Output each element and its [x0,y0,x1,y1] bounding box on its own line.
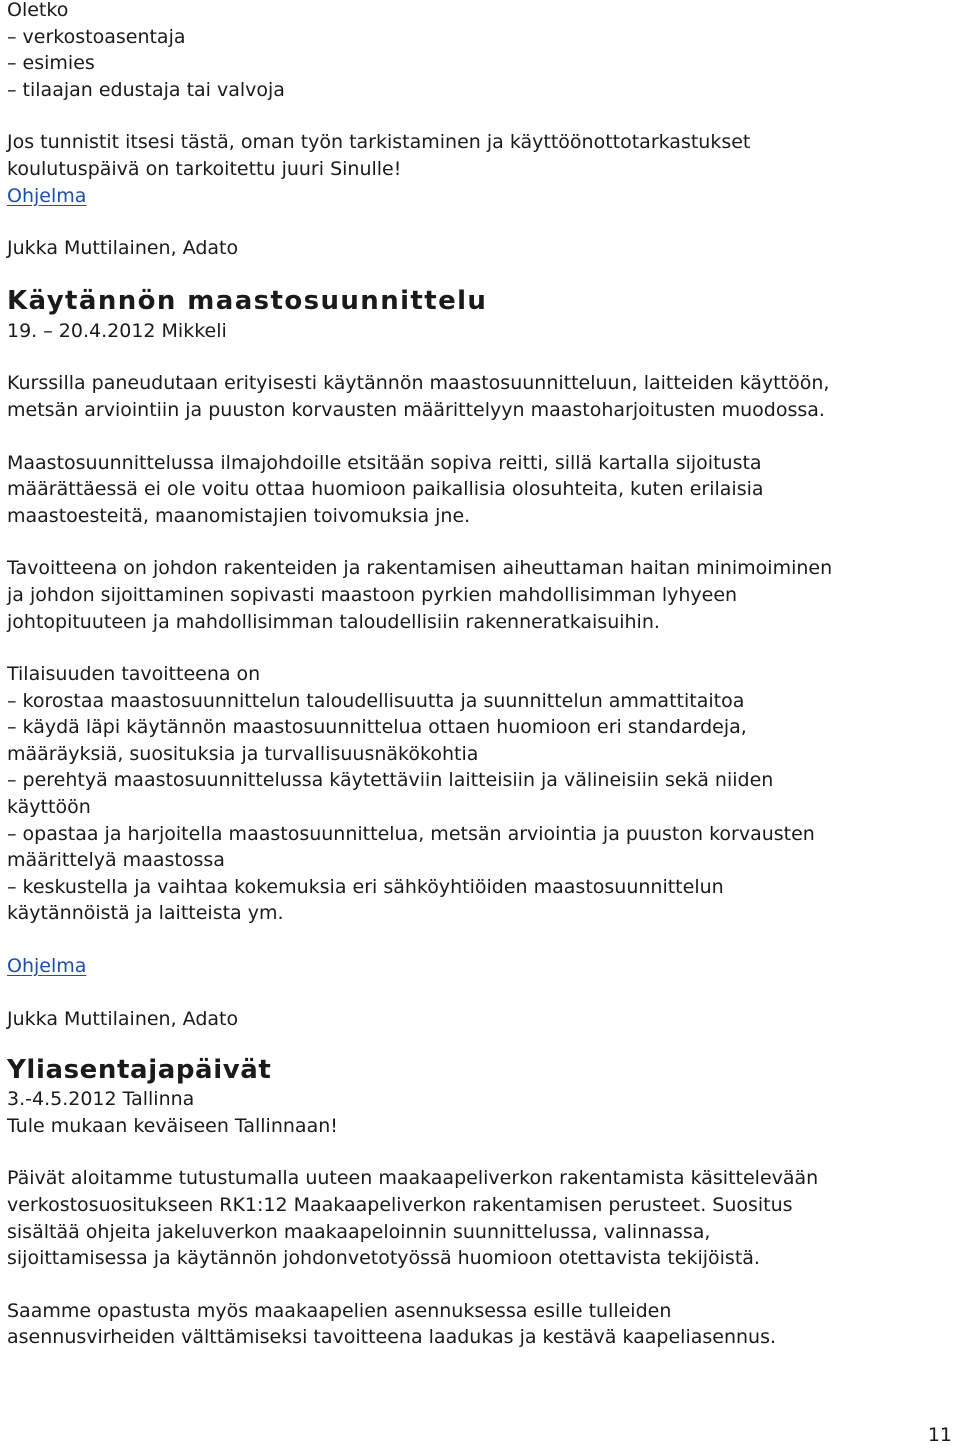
days-paragraph-line: sijoittamisessa ja käytännön johdonvetotyössä huomioon otettavista tekijöistä. [7,1247,760,1270]
page-number: 11 [927,1424,952,1447]
intro-question: Oletko [7,0,69,21]
role-item: – verkostoasentaja [7,25,186,48]
days-paragraph-line: Saamme opastusta myös maakaapelien asennuksessa esille tulleiden [7,1299,672,1322]
course-paragraph-line: metsän arviointiin ja puuston korvausten määrittelyyn maastoharjoitusten muodossa. [7,398,825,421]
course-paragraph-line: ja johdon sijoittaminen sopivasti maastoon pyrkien mahdollisimman lyhyeen [7,583,738,606]
goal-item: – korostaa maastosuunnittelun taloudellisuutta ja suunnittelun ammattitaitoa [7,689,745,712]
course-paragraph-line: Maastosuunnittelussa ilmajohdoille etsitään sopiva reitti, sillä kartalla sijoitusta [7,451,762,474]
document-page [7,0,957,1351]
days-paragraph-line: Päivät aloitamme tutustumalla uuteen maakaapeliverkon rakentamista käsittelevään [7,1167,819,1190]
goal-item: – opastaa ja harjoitella maastosuunnittelua, metsän arviointia ja puuston korvausten [7,822,815,845]
days-paragraph-line: sisältää ohjeita jakeluverkon maakaapeloinnin suunnittelussa, valinnassa, [7,1220,711,1243]
program-link[interactable]: Ohjelma [7,184,87,207]
goal-item: määrittelyä maastossa [7,849,225,872]
role-item: – tilaajan edustaja tai valvoja [7,78,285,101]
intro-text-line: koulutuspäivä on tarkoitettu juuri Sinulle! [7,157,402,180]
course-date-place: 19. – 20.4.2012 Mikkeli [7,319,227,342]
goal-item: – keskustella ja vaihtaa kokemuksia eri sähköyhtiöiden maastosuunnittelun [7,875,724,898]
days-title: Yliasentajapäivät [7,1055,272,1086]
course-paragraph-line: maastoesteitä, maanomistajien toivomuksia jne. [7,504,471,527]
goals-title: Tilaisuuden tavoitteena on [7,663,261,686]
days-date-place: 3.-4.5.2012 Tallinna [7,1088,195,1111]
goal-item: käyttöön [7,796,91,819]
contact-person: Jukka Muttilainen, Adato [7,237,239,260]
goal-item: – perehtyä maastosuunnittelussa käytettäviin laitteisiin ja välineisiin sekä niiden [7,769,774,792]
intro-text-line: Jos tunnistit itsesi tästä, oman työn tarkistaminen ja käyttöönottotarkastukset [7,131,751,154]
days-paragraph-line: verkostosuositukseen RK1:12 Maakaapeliverkon rakentamisen perusteet. Suositus [7,1194,793,1216]
contact-person: Jukka Muttilainen, Adato [7,1007,239,1030]
role-item: – esimies [7,52,95,75]
course-paragraph-line: johtopituuteen ja mahdollisimman taloudellisiin rakenneratkaisuihin. [7,610,660,633]
course-paragraph-line: Kurssilla paneudutaan erityisesti käytännön maastosuunnitteluun, laitteiden käyttöön, [7,372,830,395]
course-paragraph-line: Tavoitteena on johdon rakenteiden ja rakentamisen aiheuttaman haitan minimoiminen [7,557,833,580]
goal-item: määräyksiä, suosituksia ja turvallisuusnäkökohtia [7,742,479,765]
program-link[interactable]: Ohjelma [7,955,87,978]
days-paragraph-line: asennusvirheiden välttämiseksi tavoitteena laadukas ja kestävä kaapeliasennus. [7,1326,777,1349]
course-title: Käytännön maastosuunnittelu [7,285,488,316]
goal-item: – käydä läpi käytännön maastosuunnittelua ottaen huomioon eri standardeja, [7,716,747,739]
days-tagline: Tule mukaan keväiseen Tallinnaan! [7,1114,338,1137]
course-paragraph-line: määrättäessä ei ole voitu ottaa huomioon paikallisia olosuhteita, kuten erilaisia [7,478,764,501]
goal-item: käytännöistä ja laitteista ym. [7,902,284,925]
